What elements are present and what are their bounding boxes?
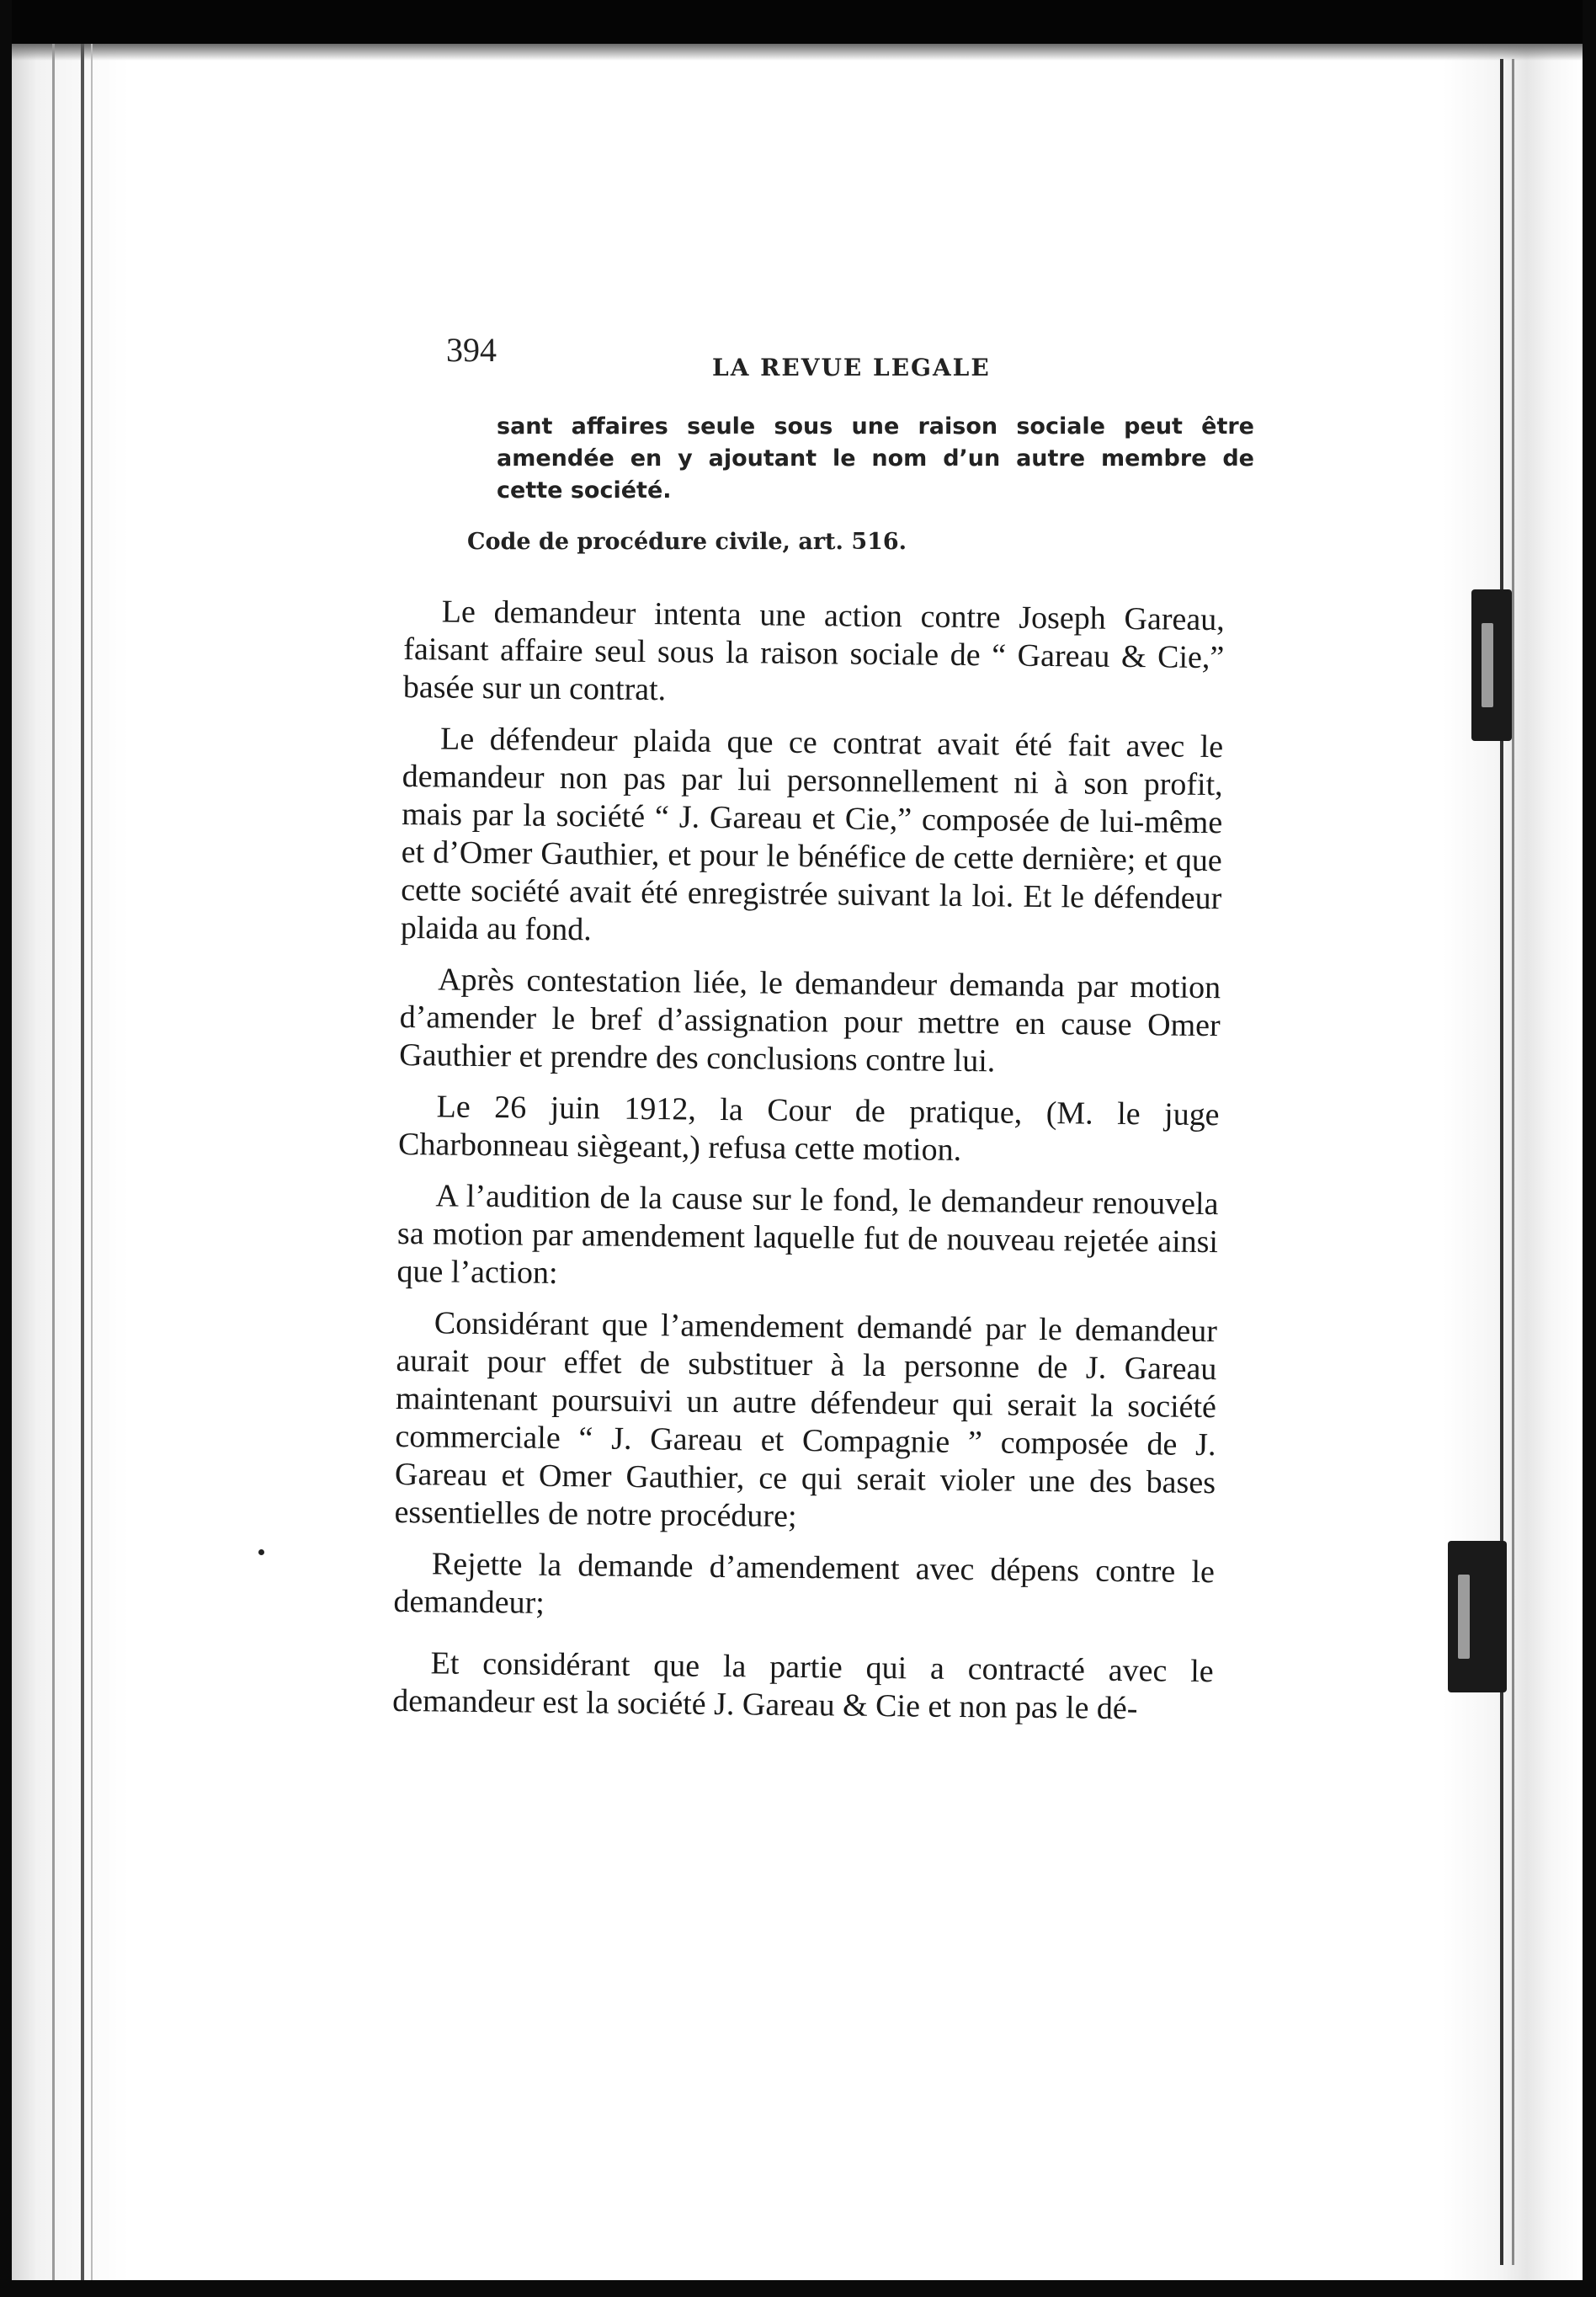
- paragraph: A l’audition de la cause sur le fond, le demandeur renouvela sa motion par amendement laquelle fut de nouveau rejetée ainsi que l’action:: [396, 1178, 1219, 1291]
- paragraph: Après contestation liée, le demandeur demanda par motion d’amender le bref d’assignation pour mettre en cause Omer Gauthier et prendre des conclusions contre lui.: [399, 962, 1221, 1079]
- running-head: LA REVUE LEGALE: [712, 354, 991, 381]
- paragraph: Considérant que l’amendement demandé par le demandeur aurait pour effet de substituer à la personne de J. Gareau maintenant poursuivi un autre défendeur qui serait la société commerciale “ J. Gareau et Compagnie ” composée de J. Gareau et Omer Gauthier, ce qui serait violer une des bases essentielles de notre procédure;: [394, 1305, 1218, 1534]
- headnote-citation: Code de procédure civile, art. 516.: [467, 529, 907, 555]
- body-text: [392, 593, 1225, 1742]
- page-number: 394: [446, 331, 497, 369]
- paragraph: Rejette la demande d’amendement avec dépens contre le demandeur;: [393, 1546, 1216, 1621]
- paragraph: Le demandeur intenta une action contre Joseph Gareau, faisant affaire seul sous la raison sociale de “ Gareau & Cie,” basée sur un contrat.: [402, 594, 1225, 708]
- headnote-text: sant affaires seule sous une raison sociale peut être amendée en y ajoutant le nom d’un autre membre de cette société.: [497, 413, 1254, 504]
- paragraph: Et considérant que la partie qui a contracté avec le demandeur est la société J. Gareau & Cie et non pas le dé-: [391, 1645, 1214, 1727]
- paragraph: Le défendeur plaida que ce contrat avait été fait avec le demandeur non pas par lui personnellement ni à son profit, mais par la société “ J. Gareau et Cie,” composée de lui-même et d’Omer Gauthier, et pour le bénéfice de cette dernière; et que cette société avait été enregistrée suivant la loi. Et le défendeur plaida au fond.: [400, 721, 1224, 948]
- paragraph: Le 26 juin 1912, la Cour de pratique, (M. le juge Charbonneau siègeant,) refusa cette motion.: [397, 1089, 1220, 1168]
